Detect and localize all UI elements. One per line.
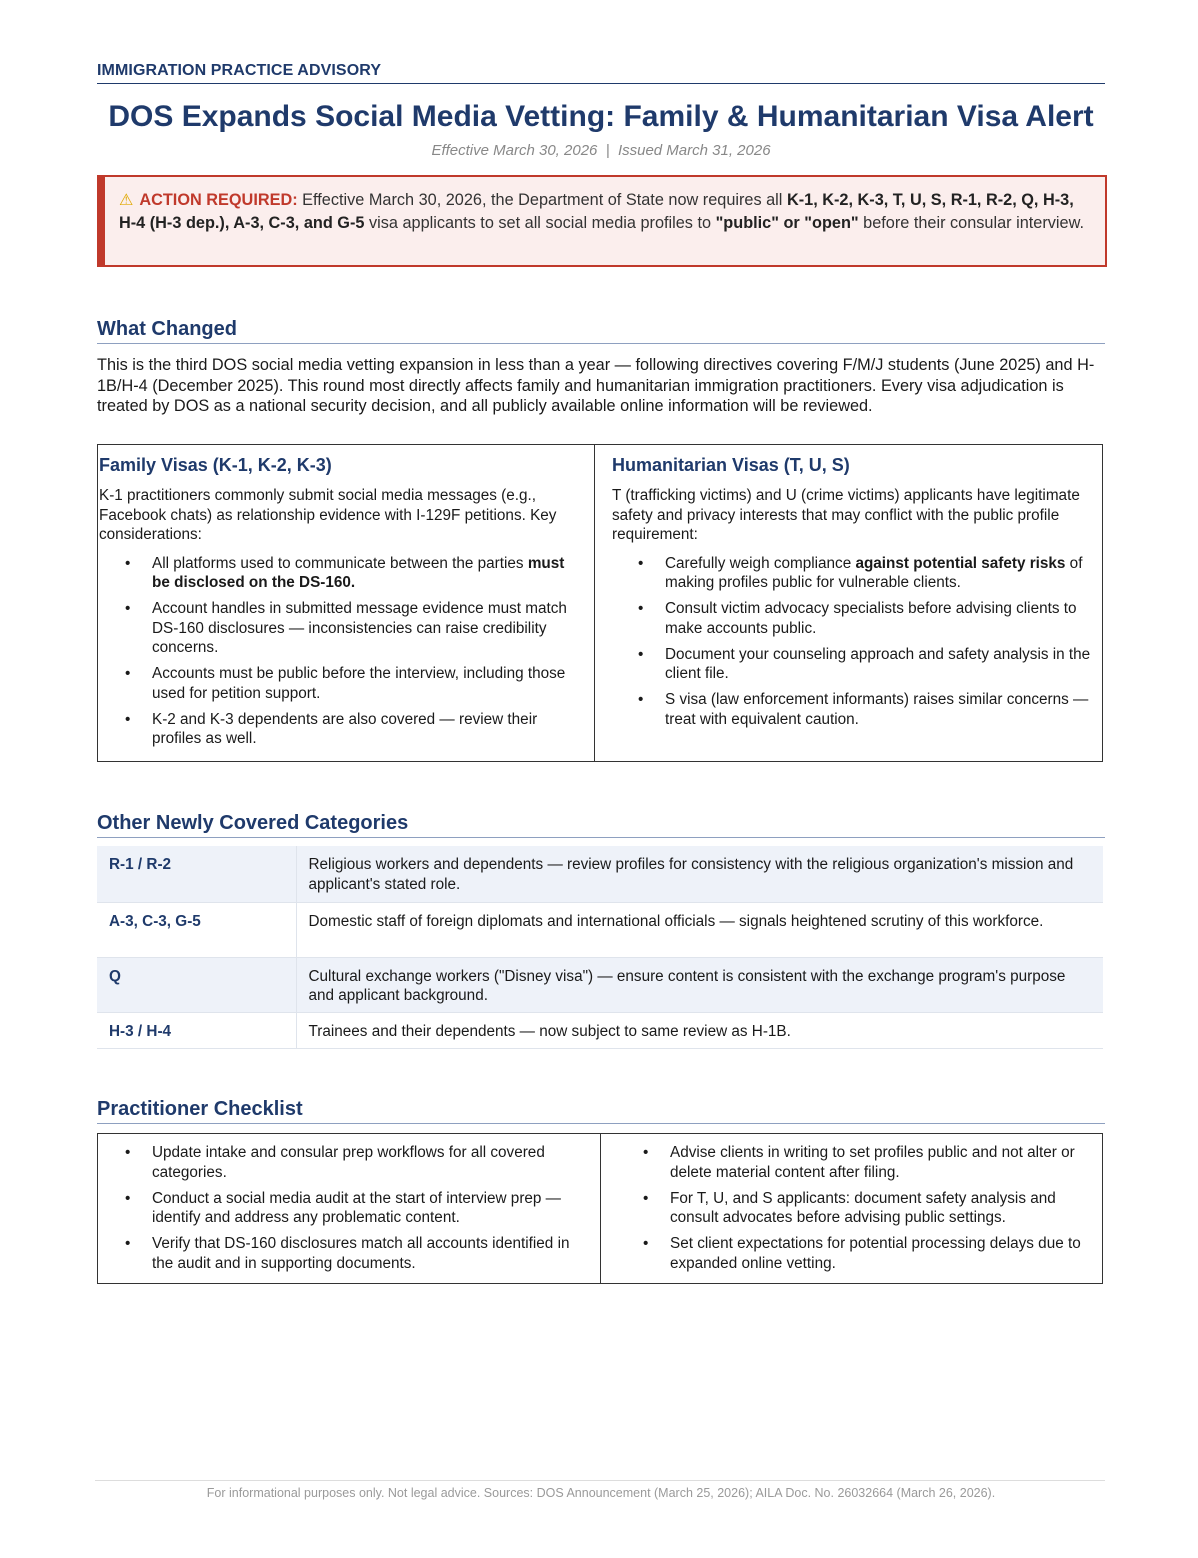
checklist-right-column (601, 1134, 1102, 1283)
category-code: R-1 / R-2 (97, 846, 296, 902)
category-description: Cultural exchange workers ("Disney visa") — ensure content is consistent with the exchange program's purpose and applicant background. (296, 957, 1103, 1012)
family-visas-list (99, 554, 580, 749)
category-description: Religious workers and dependents — review profiles for consistency with the religious organization's mission and applicant's stated role. (296, 846, 1103, 902)
issue-dates: Effective March 30, 2026 | Issued March 31, 2026 (431, 142, 771, 159)
list-item: • S visa (law enforcement informants) raises similar concerns — treat with equivalent caution. (612, 690, 1094, 729)
humanitarian-visas-heading: Humanitarian Visas (T, U, S) (612, 455, 850, 475)
list-item: • K-2 and K-3 dependents are also covered — review their profiles as well. (99, 710, 580, 749)
checklist-left-column (98, 1134, 601, 1283)
alert-text-1: Effective March 30, 2026, the Department of State now requires all (297, 191, 787, 209)
table-row (97, 1012, 1103, 1048)
checklist-heading: Practitioner Checklist (97, 1098, 1105, 1124)
action-required-alert (97, 175, 1107, 267)
family-visas-column (98, 445, 595, 761)
footer-disclaimer: For informational purposes only. Not legal advice. Sources: DOS Announcement (March 25, 2026); AILA Doc. No. 26032664 (March 26, 2026). (206, 1486, 996, 1500)
family-visas-intro: K-1 practitioners commonly submit social media messages (e.g., Facebook chats) as relationship evidence with I-129F petitions. Key considerations: (99, 487, 557, 543)
footer-divider (95, 1480, 1105, 1481)
warning-icon: ⚠ (119, 192, 134, 209)
humanitarian-visas-list (612, 554, 1094, 730)
list-item: • Carefully weigh compliance against potential safety risks of making profiles public for vulnerable clients. (612, 554, 1094, 593)
alert-text-2: visa applicants to set all social media profiles to (364, 214, 716, 232)
page-title: DOS Expands Social Media Vetting: Family & Humanitarian Visa Alert (108, 100, 1094, 133)
what-changed-paragraph: This is the third DOS social media vetting expansion in less than a year — following directives covering F/M/J students (June 2025) and H-1B/H-4 (December 2025). This round most directly affects family and humanitarian immigration practitioners. Every visa adjudication is treated by DOS as a national security decision, and all publicly available online information will be reviewed. (97, 356, 1095, 415)
list-item: • Document your counseling approach and safety analysis in the client file. (612, 645, 1094, 684)
category-code: A-3, C-3, G-5 (97, 902, 296, 957)
alert-public-open: "public" or "open" (715, 214, 859, 232)
list-item: • Accounts must be public before the interview, including those used for petition support. (99, 664, 580, 703)
alert-label: ACTION REQUIRED: (139, 191, 298, 209)
list-item: • All platforms used to communicate between the parties must be disclosed on the DS-160. (99, 554, 580, 593)
other-categories-heading: Other Newly Covered Categories (97, 812, 1105, 838)
checklist-item: • For T, U, and S applicants: document safety analysis and consult advocates before advising public settings. (617, 1189, 1102, 1228)
category-description: Trainees and their dependents — now subject to same review as H-1B. (296, 1012, 1103, 1048)
humanitarian-visas-column (595, 445, 1102, 761)
checklist-item: • Update intake and consular prep workflows for all covered categories. (99, 1143, 590, 1182)
alert-visa-list: K-1, K-2, K-3, T, U, S, R-1, R-2, Q, H-3, H-4 (H-3 dep.), A-3, C-3, and G-5 (119, 191, 1074, 232)
list-item: • Consult victim advocacy specialists before advising clients to make accounts public. (612, 599, 1094, 638)
checklist-item: • Advise clients in writing to set profiles public and not alter or delete material content after filing. (617, 1143, 1102, 1182)
checklist-item: • Set client expectations for potential processing delays due to expanded online vetting. (617, 1234, 1102, 1273)
table-row (97, 846, 1103, 902)
checklist-item: • Conduct a social media audit at the start of interview prep — identify and address any problematic content. (99, 1189, 590, 1228)
checklist-box (97, 1133, 1103, 1284)
alert-text-3: before their consular interview. (858, 214, 1084, 232)
checklist-item: • Verify that DS-160 disclosures match all accounts identified in the audit and in supporting documents. (99, 1234, 590, 1273)
visa-types-box (97, 444, 1103, 762)
category-code: H-3 / H-4 (97, 1012, 296, 1048)
what-changed-heading: What Changed (97, 318, 1105, 344)
checklist-left-list (99, 1143, 590, 1273)
humanitarian-visas-intro: T (trafficking victims) and U (crime victims) applicants have legitimate safety and privacy interests that may conflict with the public profile requirement: (612, 487, 1080, 543)
table-row (97, 902, 1103, 957)
advisory-eyebrow: IMMIGRATION PRACTICE ADVISORY (97, 62, 1105, 84)
category-description: Domestic staff of foreign diplomats and international officials — signals heightened scrutiny of this workforce. (296, 902, 1103, 957)
list-item: • Account handles in submitted message evidence must match DS-160 disclosures — inconsistencies can raise credibility concerns. (99, 599, 580, 658)
table-row (97, 957, 1103, 1012)
categories-table (97, 846, 1103, 1049)
checklist-right-list (617, 1143, 1102, 1273)
category-code: Q (97, 957, 296, 1012)
family-visas-heading: Family Visas (K-1, K-2, K-3) (99, 455, 332, 475)
